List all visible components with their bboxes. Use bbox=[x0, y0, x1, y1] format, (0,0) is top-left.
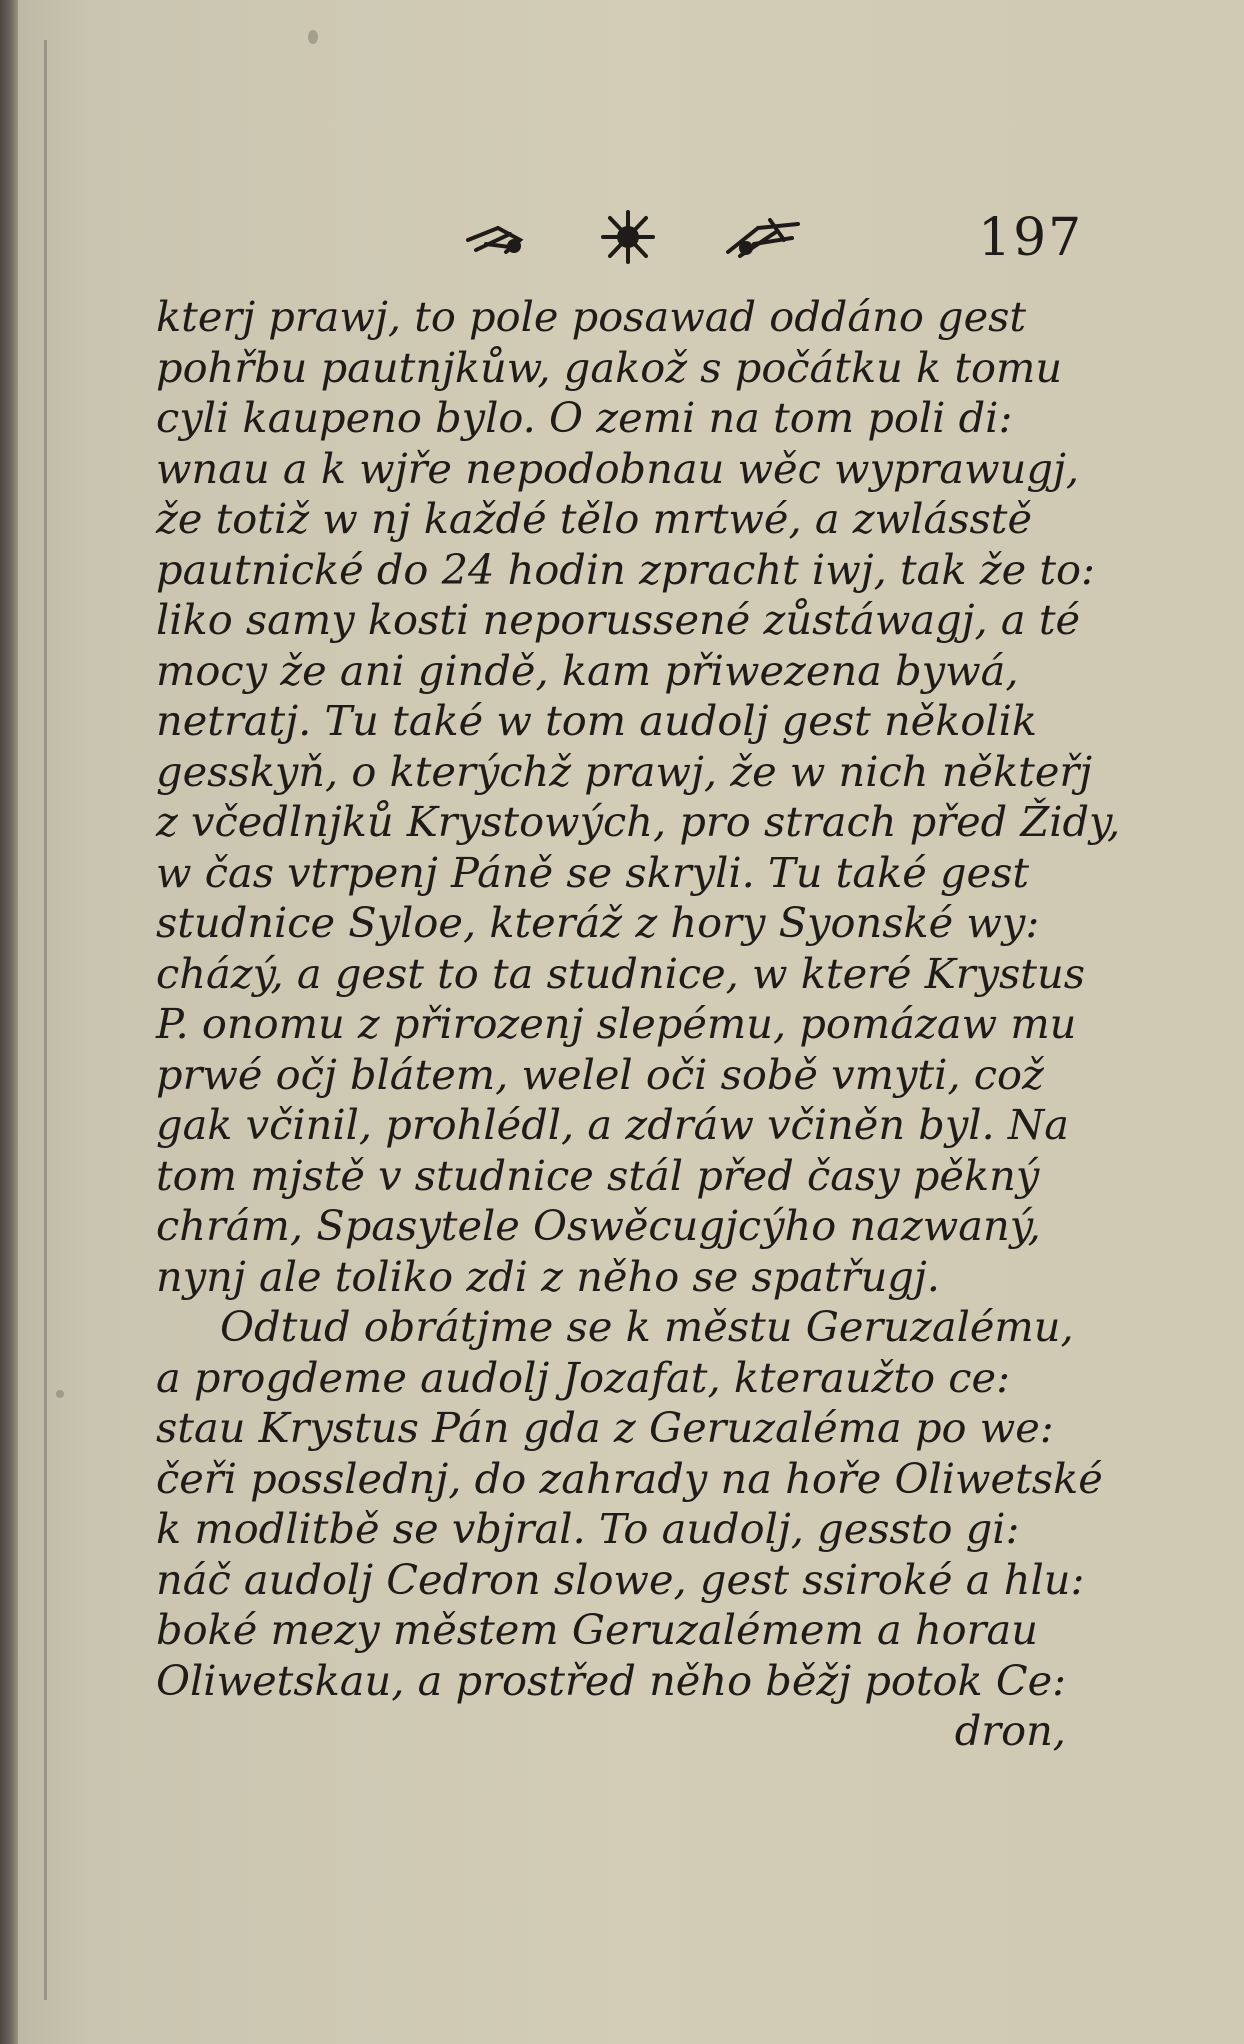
text-line: stau Krystus Pán gda z Geruzaléma po we: bbox=[156, 1403, 1054, 1452]
fleuron-ornament-icon bbox=[458, 200, 818, 270]
page-fold-line bbox=[44, 40, 47, 2000]
text-line: netratj. Tu také w tom audolj gest několik bbox=[156, 696, 1038, 745]
text-line: čeři posslednj, do zahrady na hoře Oliwetské bbox=[156, 1453, 1103, 1503]
paragraph-start-line: Odtud obrátjme se k městu Geruzalému, bbox=[220, 1302, 1074, 1351]
text-line: w čas vtrpenj Páně se skryli. Tu také gest bbox=[156, 847, 1030, 897]
page-body-text bbox=[156, 292, 1121, 1757]
text-line: prwé očj blátem, welel oči sobě vmyti, což bbox=[156, 1049, 1044, 1099]
text-line: gesskyň, o kterýchž prawj, že w nich někteřj bbox=[156, 746, 1093, 796]
text-line: a progdeme audolj Jozafat, kteraužto ce: bbox=[156, 1352, 1011, 1402]
text-line: tom mjstě v studnice stál před časy pěkný bbox=[156, 1150, 1040, 1200]
text-line: z včedlnjků Krystowých, pro strach před Židy, bbox=[156, 797, 1121, 846]
text-line: gak včinil, prohlédl, a zdráw včiněn byl. Na bbox=[156, 1100, 1069, 1149]
text-line: liko samy kosti neporussené zůstáwagj, a té bbox=[156, 595, 1081, 644]
text-line: pautnické do 24 hodin zpracht iwj, tak že to: bbox=[156, 544, 1095, 594]
page-number: 197 bbox=[978, 208, 1084, 268]
text-line: kterj prawj, to pole posawad oddáno gest bbox=[156, 292, 1027, 341]
text-line: pohřbu pautnjkůw, gakož s počátku k tomu bbox=[156, 342, 1063, 392]
catchword: dron, bbox=[954, 1706, 1066, 1755]
text-line: boké mezy městem Geruzalémem a horau bbox=[156, 1605, 1038, 1654]
text-line: k modlitbě se vbjral. To audolj, gessto gi: bbox=[156, 1504, 1020, 1553]
text-line: P. onomu z přirozenj slepému, pomázaw mu bbox=[156, 999, 1077, 1048]
text-line: mocy že ani gindě, kam přiwezena bywá, bbox=[156, 645, 1019, 695]
text-line: nynj ale toliko zdi z něho se spatřugj. bbox=[156, 1251, 940, 1301]
text-line: cházý, a gest to ta studnice, w které Krystus bbox=[156, 948, 1086, 998]
text-line: náč audolj Cedron slowe, gest ssiroké a hlu: bbox=[156, 1554, 1085, 1604]
page-header bbox=[458, 200, 1098, 270]
text-line: cyli kaupeno bylo. O zemi na tom poli di: bbox=[156, 393, 1013, 442]
text-line: Oliwetskau, a prostřed něho běžj potok Ce: bbox=[156, 1655, 1067, 1705]
ink-spot bbox=[308, 30, 318, 44]
book-page bbox=[18, 0, 1244, 2044]
text-line: studnice Syloe, kteráž z hory Syonské wy: bbox=[156, 898, 1040, 947]
text-line: že totiž w nj každé tělo mrtwé, a zwlásstě bbox=[156, 494, 1033, 543]
text-line: wnau a k wjře nepodobnau wěc wyprawugj, bbox=[156, 443, 1080, 493]
ink-spot bbox=[56, 1390, 64, 1398]
text-line: chrám, Spasytele Oswěcugjcýho nazwaný, bbox=[156, 1201, 1041, 1250]
book-gutter bbox=[0, 0, 18, 2044]
